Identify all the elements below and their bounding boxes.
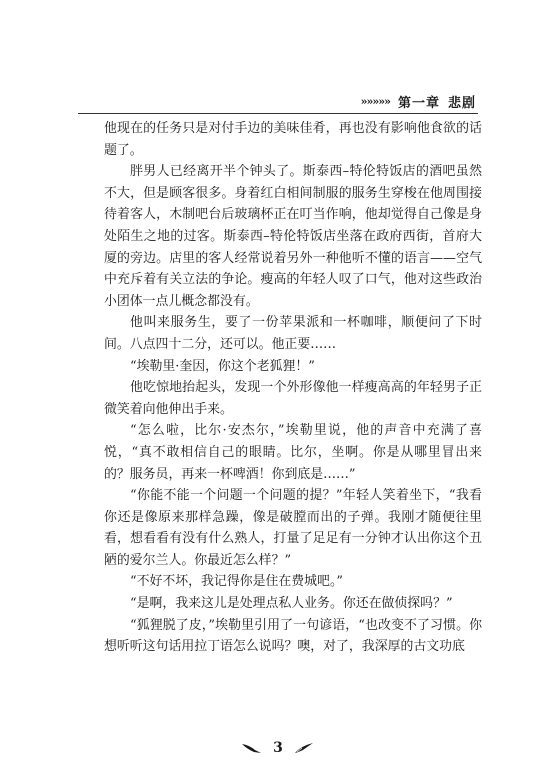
paragraph: “怎么啦，比尔·安杰尔，”埃勒里说，他的声音中充满了喜悦，“真不敢相信自己的眼睛。比尔，坐啊。你是从哪里冒出来的？服务员，再来一杯啤酒！你到底是……” — [104, 423, 482, 482]
paragraph: 他吃惊地抬起头，发现一个外形像他一样瘦高高的年轻男子正微笑着向他伸出手来。 — [104, 380, 482, 417]
paragraph: “是啊，我来这儿是处理点私人业务。你还在做侦探吗？” — [130, 596, 453, 612]
chapter-title: 悲剧 — [447, 96, 476, 111]
page-number: 3 — [273, 740, 283, 756]
paragraph: “不好不坏，我记得你是住在费城吧。” — [130, 574, 343, 590]
chapter-label: 第一章 — [397, 96, 440, 111]
body-text — [104, 118, 482, 658]
paragraph: “埃勒里·奎因，你这个老狐狸！” — [130, 358, 315, 374]
paragraph: 胖男人已经离开半个钟头了。斯泰西–特伦特饭店的酒吧虽然不大，但是顾客很多。身着红白相间制服的服务生穿梭在他周围接待着客人，木制吧台后玻璃杯正在叮当作响，他却觉得自己像是身处陌生之地的过客。斯泰西–特伦特饭店坐落在政府西街，首府大厦的旁边。店里的客人经常说着另外一种他听不懂的语言——空气中充斥着有关立法的争论。瘦高的年轻人叹了口气，他对这些政治小团体一点儿概念都没有。 — [104, 164, 482, 309]
header-arrow-marker: »»»»» — [360, 95, 390, 108]
brush-left-icon — [241, 742, 263, 754]
page-footer — [0, 740, 556, 756]
paragraph: 他现在的任务只是对付手边的美味佳肴，再也没有影响他食欲的话题了。 — [104, 121, 482, 158]
running-header — [361, 92, 476, 111]
paragraph: “你能不能一个问题一个问题的提？”年轻人笑着坐下，“我看你还是像原来那样急躁，像是破膛而出的子弹。我刚才随便往里看，想看看有没有什么熟人，打量了足足有一分钟才认出你这个丑陋的爱尔兰人。你最近怎么样？” — [104, 488, 482, 568]
paragraph: 他叫来服务生，要了一份苹果派和一杯咖啡，顺便问了下时间。八点四十二分，还可以。他正要…… — [104, 315, 482, 352]
quill-right-icon — [293, 742, 315, 754]
paragraph: “狐狸脱了皮，”埃勒里引用了一句谚语，“也改变不了习惯。你想听听这句话用拉丁语怎么说吗？噢，对了，我深厚的古文功底 — [104, 617, 482, 655]
header-rule — [78, 113, 478, 114]
